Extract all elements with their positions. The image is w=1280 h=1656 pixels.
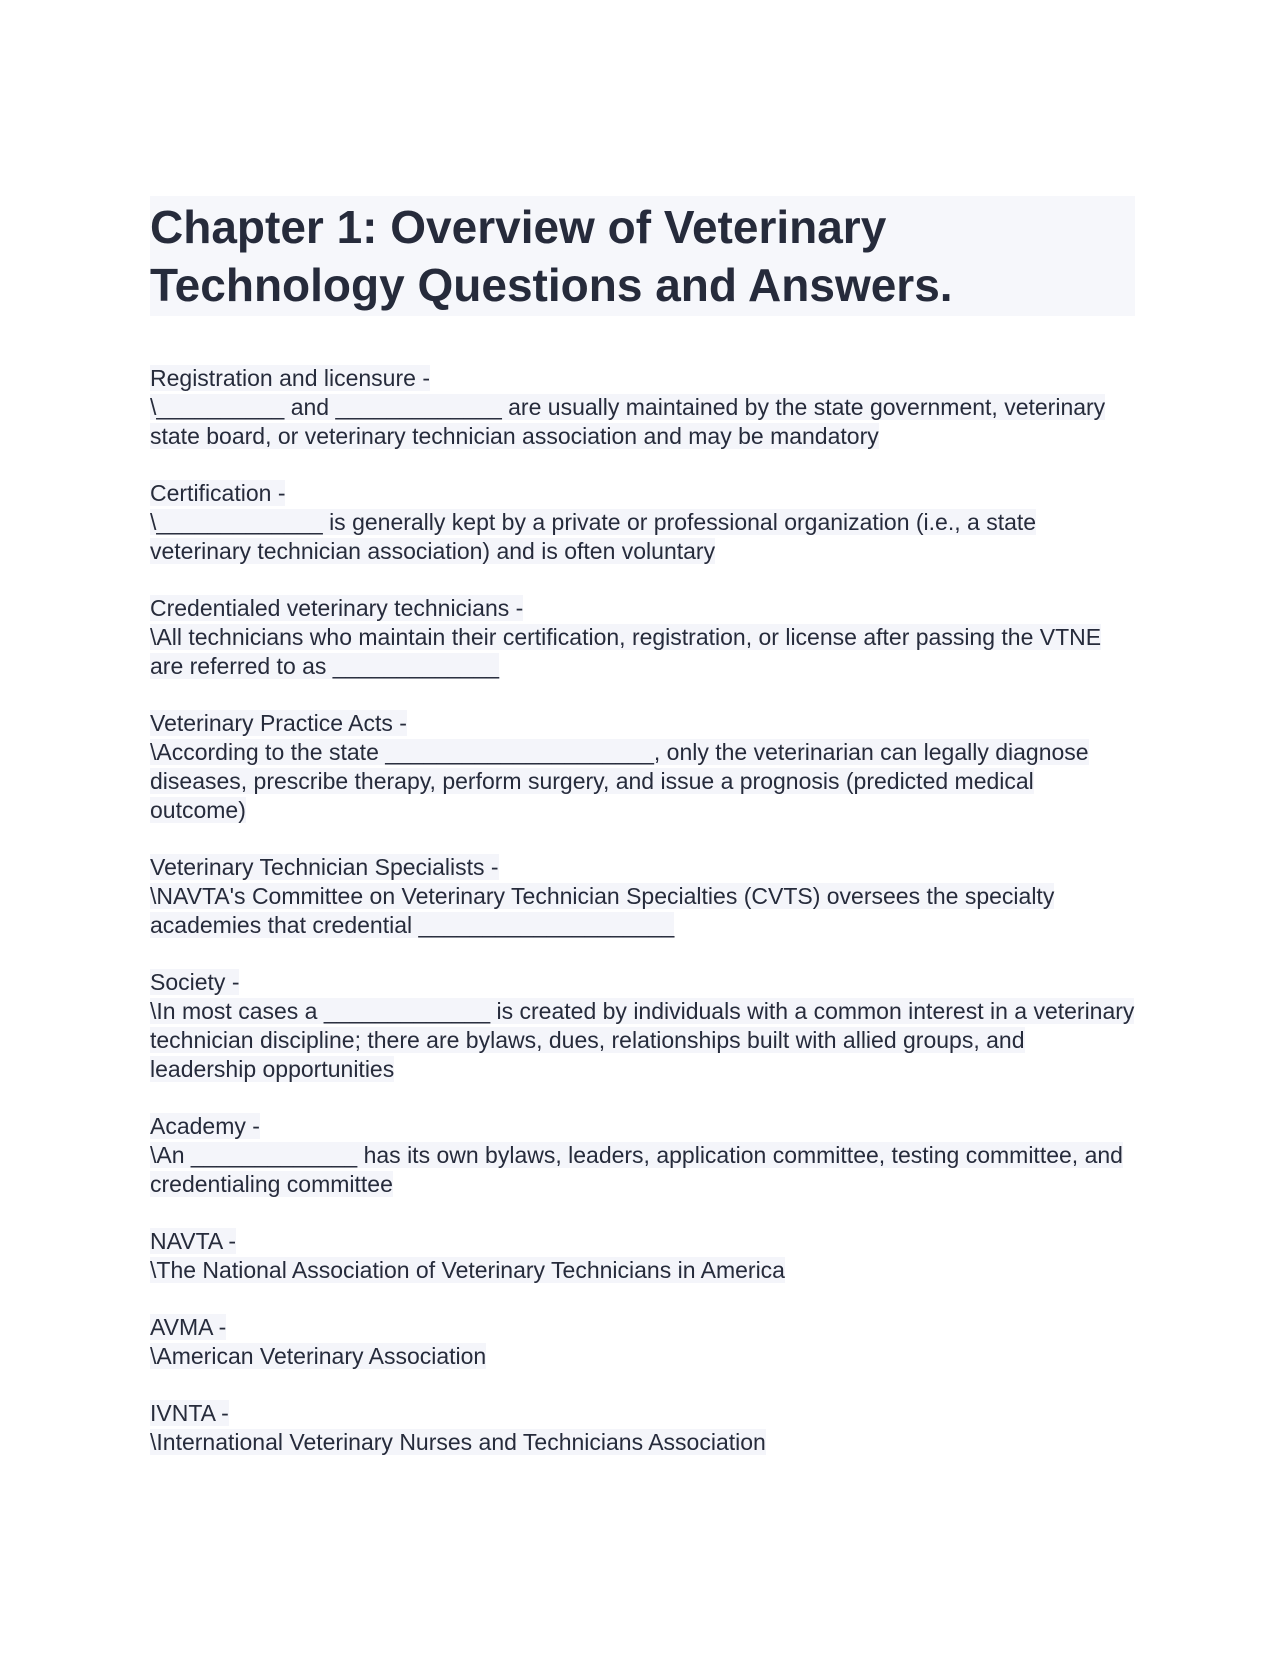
qa-definition: \American Veterinary Association — [150, 1343, 487, 1369]
qa-definition: \In most cases a _____________ is created by individuals with a common interest in a veterinary technician discipline; there are bylaws, dues, relationships built with allied groups, and leadership opportunities — [150, 998, 1135, 1082]
qa-term: Society - — [150, 969, 240, 995]
qa-term: IVNTA - — [150, 1400, 229, 1426]
qa-term: Academy - — [150, 1113, 260, 1139]
qa-definition: \NAVTA's Committee on Veterinary Technician Specialties (CVTS) oversees the specialty academies that credential ____________________ — [150, 883, 1055, 938]
qa-definition: \The National Association of Veterinary Technicians in America — [150, 1257, 785, 1283]
qa-term: Registration and licensure - — [150, 365, 430, 391]
qa-term: AVMA - — [150, 1314, 227, 1340]
qa-term: NAVTA - — [150, 1228, 237, 1254]
qa-item-navta — [150, 1227, 1135, 1285]
qa-definition: \_____________ is generally kept by a private or professional organization (i.e., a state veterinary technician association) and is often voluntary — [150, 509, 1037, 564]
qa-item-practice-acts — [150, 709, 1135, 825]
qa-term: Credentialed veterinary technicians - — [150, 595, 524, 621]
qa-item-academy — [150, 1112, 1135, 1199]
qa-item-certification — [150, 479, 1135, 566]
qa-item-ivnta — [150, 1399, 1135, 1457]
qa-definition: \All technicians who maintain their certification, registration, or license after passing the VTNE are referred to as _____________ — [150, 624, 1102, 679]
qa-item-credentialed-technicians — [150, 594, 1135, 681]
qa-item-technician-specialists — [150, 853, 1135, 940]
document-page — [150, 196, 1135, 1485]
qa-item-avma — [150, 1313, 1135, 1371]
qa-term: Veterinary Practice Acts - — [150, 710, 407, 736]
qa-item-registration — [150, 364, 1135, 451]
qa-definition: \According to the state _____________________, only the veterinarian can legally diagnose diseases, prescribe therapy, perform surgery, and issue a prognosis (predicted medical outcome) — [150, 739, 1089, 823]
page-title: Chapter 1: Overview of Veterinary Technology Questions and Answers. — [150, 196, 1135, 316]
qa-definition: \International Veterinary Nurses and Technicians Association — [150, 1429, 766, 1455]
qa-definition: \An _____________ has its own bylaws, leaders, application committee, testing committee, and credentialing committee — [150, 1142, 1123, 1197]
qa-term: Certification - — [150, 480, 286, 506]
qa-term: Veterinary Technician Specialists - — [150, 854, 499, 880]
qa-definition: \__________ and _____________ are usually maintained by the state government, veterinary state board, or veterinary technician association and may be mandatory — [150, 394, 1106, 449]
qa-item-society — [150, 968, 1135, 1084]
qa-list — [150, 364, 1135, 1457]
